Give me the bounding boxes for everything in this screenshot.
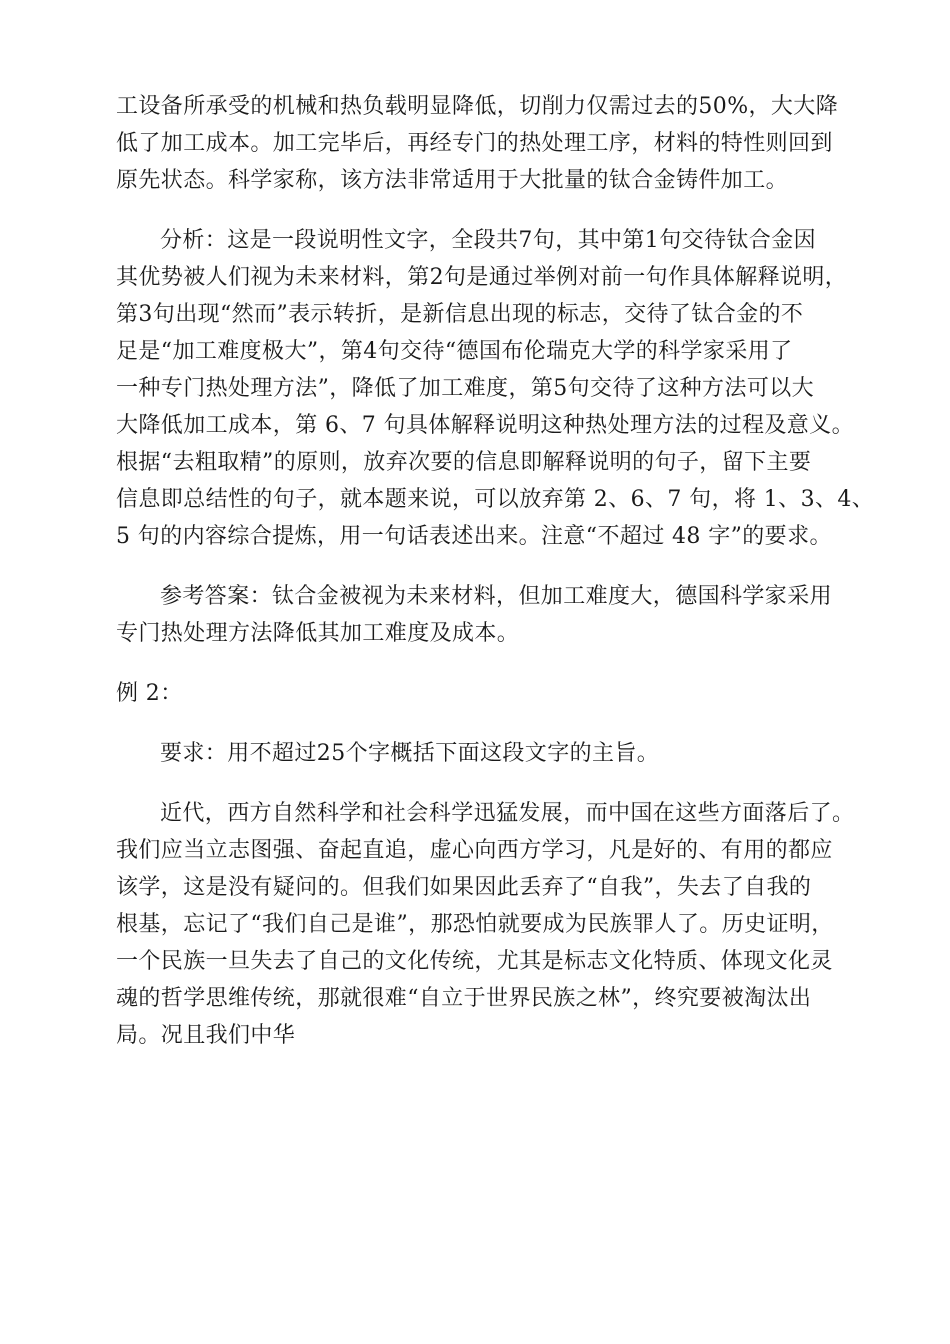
text-line: 工设备所承受的机械和热负载明显降低，切削力仅需过去的50%，大大降 [116, 94, 839, 119]
paragraph-gap [116, 199, 856, 222]
text-line: 专门热处理方法降低其加工难度及成本。 [116, 621, 520, 646]
text-line: 近代，西方自然科学和社会科学迅猛发展，而中国在这些方面落后了。 [160, 801, 855, 826]
text-line: 魂的哲学思维传统，那就很难“自立于世界民族之林”，终究要被淘汰出 [116, 986, 812, 1011]
text-line: 分析：这是一段说明性文字，全段共7句，其中第1句交待钛合金因 [160, 228, 816, 253]
paragraph-analysis [116, 222, 875, 555]
text-line: 该学，这是没有疑问的。但我们如果因此丢弃了“自我”，失去了自我的 [116, 875, 812, 900]
text-line: 足是“加工难度极大”，第4句交待“德国布伦瑞克大学的科学家采用了 [116, 339, 793, 364]
text-line: 原先状态。科学家称，该方法非常适用于大批量的钛合金铸件加工。 [116, 168, 789, 193]
text-line: 5 句的内容综合提炼，用一句话表述出来。注意“不超过 48 字”的要求。 [116, 524, 832, 549]
paragraph-gap [116, 652, 856, 675]
text-line: 一种专门热处理方法”，降低了加工难度，第5句交待了这种方法可以大 [116, 376, 815, 401]
paragraph-gap [116, 772, 856, 795]
paragraph-gap [116, 555, 856, 578]
text-line: 例 2： [116, 681, 183, 706]
example-heading [116, 675, 856, 712]
text-line: 大降低加工成本，第 6、7 句具体解释说明这种热处理方法的过程及意义。 [116, 413, 854, 438]
text-line: 局。况且我们中华 [116, 1023, 296, 1048]
text-line: 信息即总结性的句子，就本题来说，可以放弃第 2、6、7 句，将 1、3、4、 [116, 487, 875, 512]
text-line: 根据“去粗取精”的原则，放弃次要的信息即解释说明的句子，留下主要 [116, 450, 812, 475]
paragraph-requirement [116, 735, 856, 772]
text-line: 第3句出现“然而”表示转折，是新信息出现的标志，交待了钛合金的不 [116, 302, 804, 327]
text-line: 根基，忘记了“我们自己是谁”，那恐怕就要成为民族罪人了。历史证明， [116, 912, 834, 937]
text-line: 其优势被人们视为未来材料，第2句是通过举例对前一句作具体解释说明， [116, 265, 848, 290]
paragraph-reference-answer [116, 578, 856, 652]
paragraph-passage [116, 795, 856, 1054]
text-line: 要求：用不超过25个字概括下面这段文字的主旨。 [160, 741, 660, 766]
text-line: 参考答案：钛合金被视为未来材料，但加工难度大，德国科学家采用 [160, 584, 833, 609]
text-line: 我们应当立志图强、奋起直追，虚心向西方学习，凡是好的、有用的都应 [116, 838, 833, 863]
paragraph-continuation [116, 88, 856, 199]
text-line: 低了加工成本。加工完毕后，再经专门的热处理工序，材料的特性则回到 [116, 131, 833, 156]
document-body [116, 88, 875, 1054]
paragraph-gap [116, 712, 856, 735]
text-line: 一个民族一旦失去了自己的文化传统，尤其是标志文化特质、体现文化灵 [116, 949, 833, 974]
